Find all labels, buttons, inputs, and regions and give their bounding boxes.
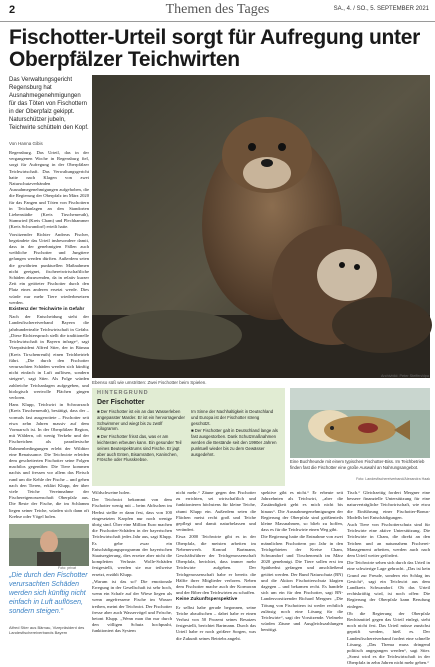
paragraph: spektive gibt es nicht.“ Er erbeute seit Jahrzehnten als Teichwirt, „aber die Zuständigkeit geht es mich nicht bis hinaus“. Die Ausnahmegenehmigungen der Regierung der Oberpfalz sind größtenteils kleine Massnahmen, so blieb zu hoffen, dass es für die Teichwirte einen Weg gibt. — [261, 490, 343, 533]
infobox-item: Im Sinne der Nachhaltigkeit in Deutschland und Europa ist der Fischotter streng geschützt. — [191, 409, 274, 426]
background-infobox — [92, 388, 285, 486]
paragraph: Die Teichwirte sehen sich durch das Urteil in eine schwierige Lage gebracht. „Das ist kein Grund zur Freude, sondern ein Schlag ins Gesicht“, sagt ein Teichwirt aus dem Landkreis Schwandorf. Ob das Urteil rechtskräftig wird, ist noch offen: Die Regierung der Oberpfalz kann Berufung einlegen. — [347, 560, 430, 609]
page-header — [0, 0, 435, 22]
subheading: Existenz der Teichwirte in Gefahr — [9, 307, 85, 313]
author-byline: Von Hanna Gibis — [9, 141, 43, 146]
infobox-column — [97, 409, 185, 484]
page-number: 2 — [9, 4, 16, 16]
infobox-label: HINTERGRUND — [97, 390, 149, 396]
paragraph: Er selbst habe gerade begonnen, seine Teiche abzufischen – dabei habe er einen Verlust von 50 Prozent seines Besatzes festgestellt, berichtet Bartmann. Durch das Urteil habe er noch größere Sorgen, was die Zukunft seines Betriebs angeht. — [176, 604, 256, 641]
article-column-4 — [261, 490, 343, 642]
infobox-item: ■ Der Fischotter galt in Deutschland lange als fast ausgestorben. Dank Schutzmaßnahmen werden die Bestände seit den 1990er Jahren punktuell wieder bis zu dem Gewässer ausgedehnt. — [191, 428, 278, 457]
fish-photo-caption: Eine Buchfreunde mit einem typischen Fischotter-Biss. Im Teichbetrieb finden fast die Fischotter eine große Auswahl an Nahrungsangebot. — [290, 459, 425, 470]
paragraph: Wildschweine holen. — [92, 490, 131, 495]
headline: Fischotter-Urteil sorgt für Aufregung unter Oberpfälzer Teichwirten — [9, 26, 420, 71]
infobox-column — [191, 409, 279, 484]
issue-date: SA., 4. / SO., 5. SEPTEMBER 2021 — [333, 6, 429, 12]
infobox-item: ■ Der Fischotter frisst das, was er am leichtesten erbeuten kann. Ein gesunder Teil seines Beutespektrums sind Fische. Er jagt aber auch Enten, Bisamratten, Kaninchen, Frösche oder Flusskrebse. — [97, 434, 182, 463]
infobox-title: Der Fischotter — [97, 399, 145, 406]
otter-photo — [92, 75, 430, 378]
paragraph: Vorsitzender Richter Andreas Fischer, begründete das Urteil insbesondere damit, dass in der genehmigten Fällen auch weibliche Fischotter und Jungtiere gefangen werden dürften. Außerdem seien die gewährten punktuellen Maßnahmen nicht geeignet, fischereiwirtschaftliche Schäden abzuwenden, da in relativ kurzer Zeit ein getöteter Fischotter durch den Platz eines anderen ersetzt werde. Dies würde nur mehr Tiere wiederbesetzen werden. — [9, 231, 89, 305]
quote-source: Alfred Stier aus Bärnau, Vizepräsident des Landesfischereiverbands Bayern — [9, 625, 85, 635]
subheading: Keine Zukunftsperspektive — [176, 597, 238, 603]
fish-photo — [290, 388, 430, 458]
article-column-3 — [176, 490, 256, 642]
paragraph: Ob die Regierung der Oberpfalz Rechtsmittel gegen das Urteil einlegt, steht noch nicht fest. Das Urteil müsse zunächst geprüft werden, hieß es. Der Landesfischereiverband fordert eine schnelle Lösung. „Das Thema muss dringend politisch angegangen werden“, sagt Stier. „Sonst wird es die Teichwirtschaft in der Oberpfalz in zehn Jahren nicht mehr geben.“ — [347, 610, 430, 666]
article-column-5 — [347, 490, 430, 666]
article-column-1 — [9, 150, 89, 520]
pull-quote: „Die durch den Fischotter verursachten Schäden werden sich künftig nicht einfach in Luft auflösen, sondern steigen.“ — [9, 572, 88, 615]
paragraph: „Warum ist das so? Die emotionale Erregung in der Gesellschaft ist sehr hoch, wenn ein Schafe auf der Wiese liegen als wenn angefressene Fische im Wasser treiben, meint der Teichwirt. Der Fischotter fresse aber auch Wasservögel und Frösche, betont Klupp. „Wenn man ihn nur durch den völligen Schutz hochpusht, funktioniert das System — [92, 578, 172, 634]
paragraph: Regensburg. Das Urteil, das in der vergangenen Woche in Regensburg fiel, sorgt für Aufregung in der Oberpfälzer Teichwirtschaft. Das Verwaltungsgericht hatte nach Klagen von zwei Naturschutzverbänden Ausnahmegenehmigungen aufgehoben, die die Regierung der Oberpfalz im März 2020 für das Fangen und Töten von Fischottern in Teichanlagen an den Standorten Liebenstädte (Kreis Tirschenreuth), Stamsried (Kreis Cham) und Plechhammer (Kreis Schwandorf) erteilt hatte. — [9, 150, 89, 230]
portrait-photo — [9, 524, 89, 566]
photo-credit: Archivbild: Peter Steffen/dpa — [380, 374, 429, 378]
paragraph: Die Regierung hatte die Entnahme von zwei männlichen Fischottern pro Jahr in den Teichgebieten der Kreise Cham, Schwandorf und Tirschenreuth im März 2020 genehmigt. Die Tiere sollen erst im Spätherbst gefangen und anschließend getötet werden. Der Bund Naturschutz (BN) und die Aktion Fischotterschutz klagten dagegen – und bekamen recht. Es handele sich um ein für den Fischotter, sagt BN-Landesvorsitzender Richard Mergner. „Die Tötung von Fischottern ist weder rechtlich zulässig noch eine Lösung für die Teichwirte“, sagt der Vorsitzende. Vielmehr würden Zäune und Ausgleichszahlungen benötigt. — [261, 534, 343, 633]
fish-photo-credit: Foto: Landesfischereiverband/Alexandra Haak — [356, 477, 430, 481]
paragraph: nicht mehr.“ Zäune gegen den Fischotter zu errichten, sei wirtschaftlich und funktionieren höchstens für kleine Teiche, räumt Klupp ein. Außerdem seien die Flächen meist recht groß und Teiche gepflegt und damit naturbelassen und verändert. — [176, 490, 256, 533]
paragraph: Hans Klupp, Teichwirt in Schwarzach (Kreis Tirschenreuth), bestätigt, dass der – vormals fast ausgerottete – Fischotter seit etwa zehn Jahren massiv auf dem Vormarsch ist. In der Oberpfälzer Region, mit Wäldern, oft wenig Verkehr und der Fischreichen als paradiesische Rahmenbedingungen erlebt der Wildtier eine Renaissance. Die Teichwirte erleiden dem gescheiterten Fischotter seine Folgen machtlos gegenüber. Die Tiere kommen nachts und fressen vor allem das Fleisch rund um die Kehle der Fische – und gehen nach den Tieren, erklärt Klupp, der über viele Teiche Vereinnahme der Fischereigenossenschaft Oberpfalz aus. Die Reste der Fische, die im Schlamm liegen seiner Teiche, würden sich dann oft Krebse oder Vögel holen. — [9, 402, 89, 519]
photo-caption: Ebenso süß wie umstritten: Zwei Fischotter beim Spielen. — [92, 380, 207, 385]
paragraph: Nach der Entscheidung sieht der Landesfischereiverband Bayern die jahrhundertealte Teichwirtschaft in Gefahr. „Diese Richterspruch stellt die traditionelle Teichwirtschaft in Bayern infrage“, sagt Vizepräsident Alfred Stier, der in Bärnau (Kreis Tirschenreuth) einen Teichbetrieb führt. „Die durch den Fischotter verursachten Schäden werden sich künftig nicht einfach in Luft auflösen, sondern steigen“, sagt Stier. Als Folge würden zahlreiche Teichanlagen aufgegeben, und biologisch wertvolle Flächen gingen verloren. — [9, 314, 89, 400]
paragraph: Der Teichwirt bekommt von dem Fischotter wenig mit – beim Abfischen im Herbst stellte er dann fest, dass von 100 eingesetzten Karpfen nur noch wenige übrig sind. Über eine Million Euro machen die Fischotter-Schäden in der bayerischen Teichwirtschaft jedes Jahr aus, sagt Klupp. Es gebe zwar ein Entschädigungsprogramm der bayerischen Staatsregierung, dies ersetze aber nicht die kompletten Verluste. Wolle-Schäden festgestellt, werden sie nur teilweise ersetzt, erzählt Klupp. — [92, 497, 172, 577]
portrait-credit: Foto: privat — [58, 566, 76, 570]
section-title: Themen des Tages — [165, 2, 270, 17]
paragraph: Etwa 2000 Teichwirte gibt es in der Oberpfalz, die meisten arbeiten im Nebenerwerb. Konrad Bartmann, Geschäftsführer der Teichgenossenschaft Oberpfalz, berichtet, dass immer mehr Teichwirte aufgeben. Der Teichgenossenschaft habe er bereits die Hälfte ihrer Mitglieder verloren. Neben dem Fischotter mache auch der Kormoran und der Biber den Teichwirten zu schaffen. — [176, 534, 256, 596]
infobox-item: ■ Der Fischotter ist ein an das Wasserleben angepasster Marder. Er ist ein hervorragender Schwimmer und wiegt bis zu zwölf Kilogramm. — [97, 409, 185, 432]
teaser: Das Verwaltungsgericht Regensburg hat Ausnahmegenehmigungen für das Töten von Fischottern in der Oberpfalz gekippt. Naturschützer jubeln, Teichwirte schütteln den Kopf. — [9, 77, 89, 131]
paragraph: Tisch.“ Gleichzeitig fordert Mergner eine bessere finanzielle Unterstützung für eine naturverträgliche Teichwirtschaft, wie etwa die Einführung einer Fischotter-Bonus-Modells bei Entschädigungen. — [347, 490, 430, 520]
article-column-2 — [92, 490, 172, 642]
paragraph: Auch Tiere von Fischotterschutz sind für Teichwirte eine aktive Unterstützung. Die Teichwirte in Cham, die direkt an den Teichen und an naturnahem Fischerei-Management arbeiten, werden auch nach dem Urteil weiter gefördert. — [347, 522, 430, 559]
